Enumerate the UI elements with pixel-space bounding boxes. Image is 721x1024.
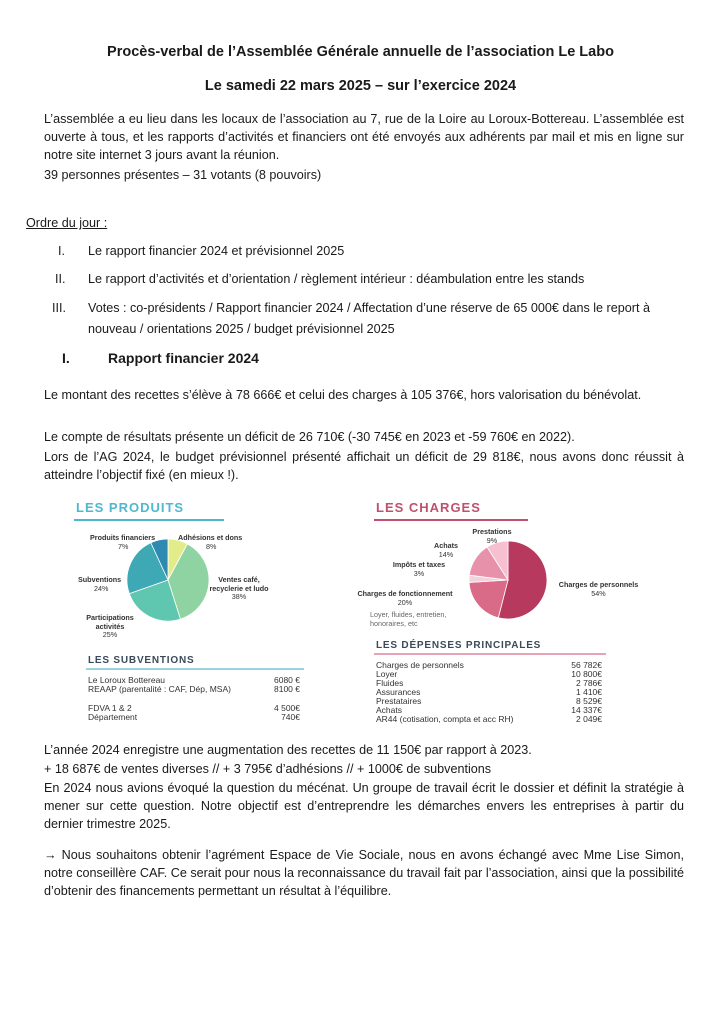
finance-paragraph: Le compte de résultats présente un déficit de 26 710€ (-30 745€ en 2023 et -59 760€ en 2022).: [44, 430, 575, 444]
depenses-row-value: 10 800€: [571, 669, 602, 679]
depenses-row-value: 14 337€: [571, 705, 602, 715]
depenses-row-label: Achats: [376, 705, 402, 715]
agenda-heading: Ordre du jour :: [26, 216, 108, 230]
produits-label-produits-financiers: Produits financiers 7%: [90, 533, 156, 551]
charges-title: LES CHARGES: [376, 500, 481, 515]
depenses-row-label: Loyer: [376, 669, 398, 679]
subventions-row-label: FDVA 1 & 2: [88, 703, 132, 713]
subventions-row-label: Département: [88, 712, 138, 722]
depenses-row-value: 2 049€: [576, 714, 602, 724]
finance-paragraph: Le montant des recettes s’élève à 78 666€ et celui des charges à 105 376€, hors valorisation du bénévolat.: [44, 388, 642, 402]
subventions-title-rule: [86, 668, 304, 670]
charges-label-fonctionnement: Charges de fonctionnement 20%: [357, 589, 453, 607]
subventions-title: LES SUBVENTIONS: [88, 655, 195, 666]
evs-paragraph: → Nous souhaitons obtenir l’agrément Espace de Vie Sociale, nous en avons échangé avec Mme Lise Simon, notre conseillère CAF. Ce serait pour nous la reconnaissance du travail fait par l’association, ainsi que la possibilité d’obtenir des financements permettant un résultat à l’équilibre.: [44, 848, 684, 898]
recettes-line: L’année 2024 enregistre une augmentation des recettes de 11 150€ par rapport à 2023.: [44, 743, 532, 757]
agenda-item-num: II.: [55, 272, 66, 286]
document-title: Procès-verbal de l’Assemblée Générale annuelle de l’association Le Labo: [107, 44, 614, 60]
recettes-detail-line: + 18 687€ de ventes diverses // + 3 795€ d’adhésions // + 1000€ de subventions: [44, 762, 492, 776]
depenses-row-value: 1 410€: [576, 687, 602, 697]
depenses-row-value: 8 529€: [576, 696, 602, 706]
subventions-row-value: 8100 €: [274, 684, 300, 694]
subventions-row-value: 6080 €: [274, 675, 300, 685]
agenda-item-text: Le rapport d’activités et d’orientation / règlement intérieur : déambulation entre les stands: [88, 272, 585, 286]
agenda-item-num: I.: [58, 244, 65, 258]
subventions-row-label: REAAP (parentalité : CAF, Dép, MSA): [88, 684, 231, 694]
depenses-title: LES DÉPENSES PRINCIPALES: [376, 640, 542, 651]
charges-fonctionnement-note: Loyer, fluides, entretien, honoraires, etc: [370, 610, 447, 628]
produits-label-ventes: Ventes café, recyclerie et ludo 38%: [209, 575, 269, 601]
section-title: Rapport financier 2024: [108, 350, 259, 366]
section-number: I.: [62, 350, 70, 366]
produits-label-subventions: Subventions 24%: [78, 575, 122, 593]
produits-label-adhesions: Adhésions et dons 8%: [178, 533, 243, 551]
charges-pie-chart: [468, 540, 548, 620]
produits-title: LES PRODUITS: [76, 500, 185, 515]
depenses-row-label: Fluides: [376, 678, 404, 688]
depenses-row-label: Charges de personnels: [376, 660, 464, 670]
finance-paragraph: Lors de l’AG 2024, le budget prévisionnel présenté affichait un déficit de 29 818€, nous avons donc réussit à atteindre l’objectif fixé (en mieux !).: [44, 450, 684, 482]
document-subtitle: Le samedi 22 mars 2025 – sur l’exercice 2024: [204, 78, 517, 94]
depenses-title-rule: [374, 653, 606, 655]
charges-label-prestations: Prestations 9%: [472, 527, 512, 545]
depenses-row-label: AR44 (cotisation, compta et acc RH): [376, 714, 514, 724]
depenses-row-label: Prestataires: [376, 696, 422, 706]
attendance-line: 39 personnes présentes – 31 votants (8 pouvoirs): [44, 168, 322, 182]
agenda-item-text: Le rapport financier 2024 et prévisionnel 2025: [88, 244, 345, 258]
subventions-row-label: Le Loroux Bottereau: [88, 675, 166, 685]
agenda-item-num: III.: [52, 301, 66, 315]
mecenat-paragraph: En 2024 nous avions évoqué la question du mécénat. Un groupe de travail écrit le dossier et définit la stratégie à mener sur cette question. Notre objectif est d’entreprendre les démarches envers les entreprises à partir du dernier trimestre 2025.: [44, 781, 684, 831]
intro-paragraph: L’assemblée a eu lieu dans les locaux de l’association au 7, rue de la Loire au Loroux-Bottereau. L’assemblée est ouverte à tous, et les rapports d’activités et financiers ont été envoyés aux adhérents par mail et mis en ligne sur notre site internet 3 jours avant la réunion.: [44, 112, 684, 162]
charges-title-rule: [374, 519, 528, 521]
depenses-row-value: 56 782€: [571, 660, 602, 670]
produits-label-participations: Participations activités 25%: [86, 613, 134, 639]
charges-label-achats: Achats 14%: [434, 541, 458, 559]
subventions-row-value: 740€: [281, 712, 300, 722]
subventions-row-value: 4 500€: [274, 703, 300, 713]
depenses-row-value: 2 786€: [576, 678, 602, 688]
agenda-item-text: Votes : co-présidents / Rapport financier 2024 / Affectation d’une réserve de 65 000€ dans le report à nouveau / orientations 2025 / budget prévisionnel 2025: [88, 301, 650, 336]
depenses-row-label: Assurances: [376, 687, 421, 697]
charges-label-personnels: Charges de personnels 54%: [558, 580, 639, 598]
charges-label-impots: Impôts et taxes 3%: [392, 560, 446, 578]
produits-title-rule: [74, 519, 224, 521]
